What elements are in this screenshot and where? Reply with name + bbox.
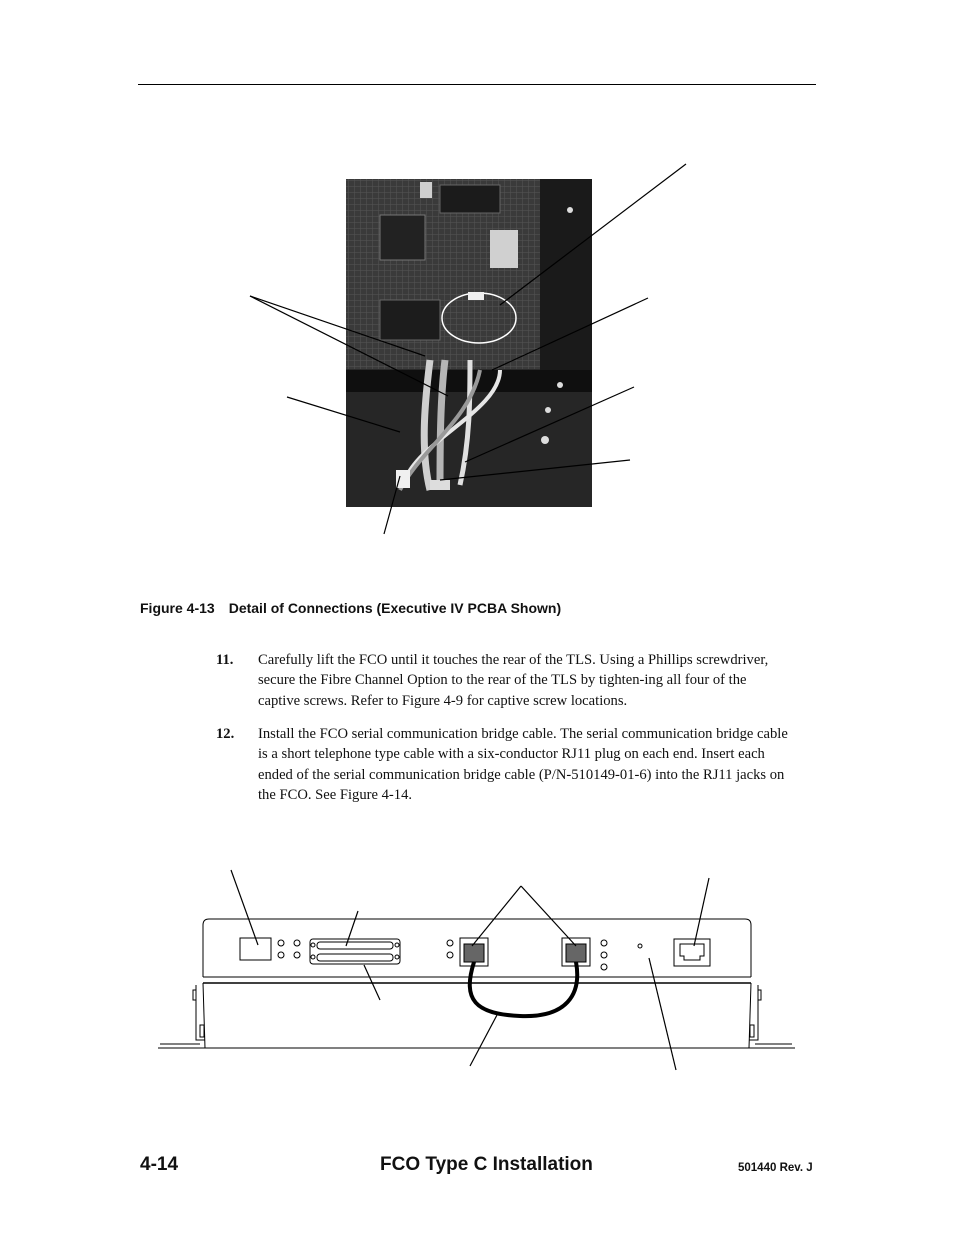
rj11-jack-left	[464, 944, 484, 962]
scsi-connectors	[310, 939, 400, 964]
figure-caption	[140, 600, 561, 616]
doc-revision: 501440 Rev. J	[738, 1162, 813, 1174]
step-text: Carefully lift the FCO until it touches the rear of the TLS. Using a Phillips screwdriver, secure the Fibre Channel Option to the rear of the TLS by tighten-ing all four of the captive screws. Refer to Figure 4-9 for captive screw locations.	[258, 652, 769, 709]
step-number: 12.	[216, 726, 235, 742]
page-number: 4-14	[140, 1154, 179, 1175]
step-number: 11.	[216, 652, 234, 668]
status-led	[638, 944, 642, 948]
section-title: FCO Type C Installation	[380, 1154, 593, 1175]
pcba-photo	[346, 179, 592, 507]
rj11-jack-right	[566, 944, 586, 962]
pcba-photo-figure	[0, 0, 954, 600]
callout-lines-lower	[231, 870, 709, 1070]
bridge-cable	[470, 962, 577, 1016]
label-plate	[240, 938, 271, 960]
figure-title: Detail of Connections (Executive IV PCBA Shown)	[228, 600, 562, 616]
ethernet-port	[674, 939, 710, 966]
fco-panel	[203, 919, 751, 977]
step-text: Install the FCO serial communication bridge cable. The serial communication bridge cable is a short telephone type cable with a six-conductor RJ11 plug on each end. Insert each ended of the serial communication bridge cable (P/N-510149-01-6) into the RJ11 jacks on the FCO. See Figure 4-14.	[258, 726, 788, 804]
figure-number: Figure 4-13	[140, 600, 215, 616]
